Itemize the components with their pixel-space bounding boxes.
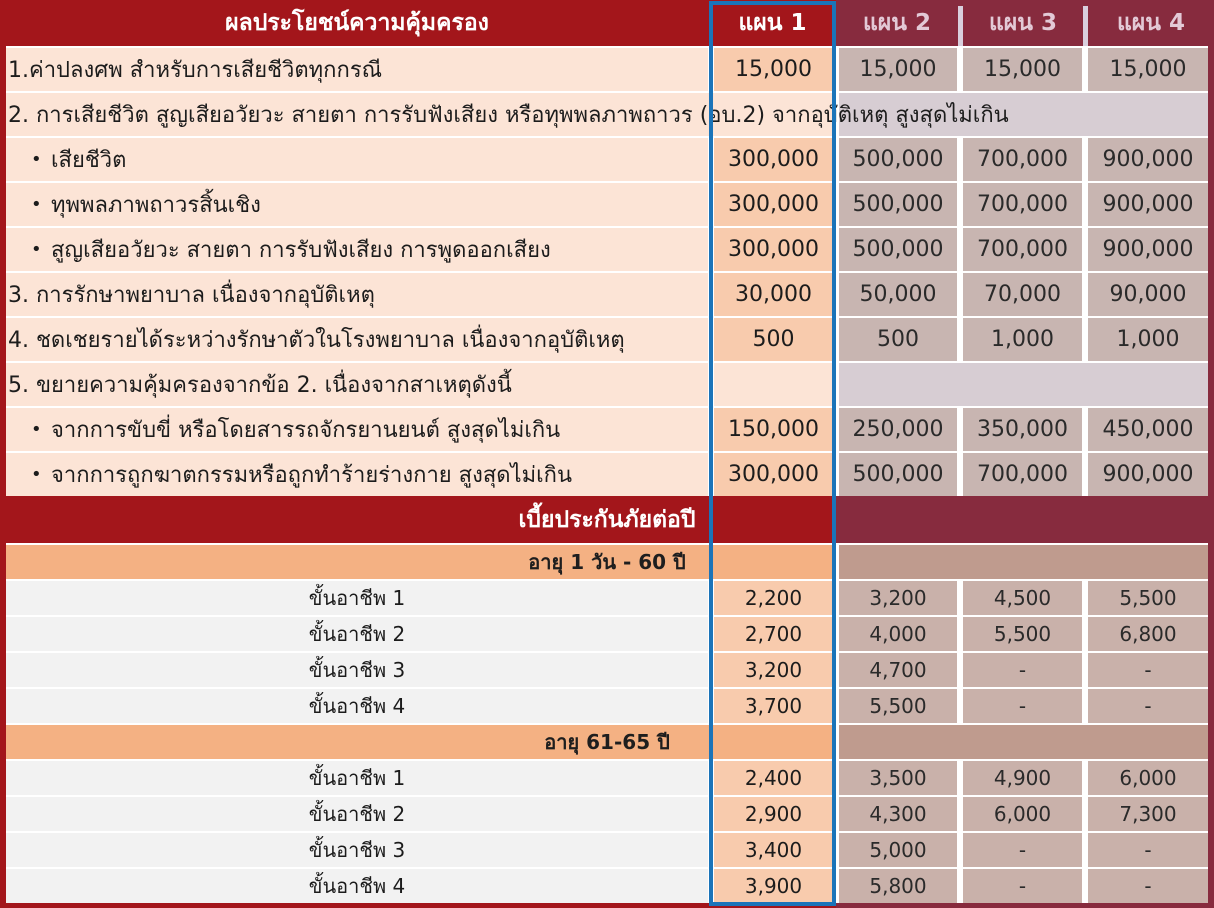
plan-2-premium: 5,000 bbox=[839, 833, 957, 867]
occupation-label: ขั้นอาชีพ 1 bbox=[6, 581, 708, 615]
plan-1-value: 30,000 bbox=[714, 273, 833, 316]
occupation-label: ขั้นอาชีพ 3 bbox=[6, 653, 708, 687]
plan-1-premium: 3,900 bbox=[714, 869, 833, 903]
plan-1-premium: 3,400 bbox=[714, 833, 833, 867]
benefit-label: จากการถูกฆาตกรรมหรือถูกทำร้ายร่างกาย สูงสุดไม่เกิน bbox=[51, 463, 573, 488]
plans-merged-empty-cell bbox=[839, 363, 1208, 406]
plan-1-value: 300,000 bbox=[714, 183, 833, 226]
plan-4-premium: 6,000 bbox=[1088, 761, 1208, 795]
plan-1-value: 300,000 bbox=[714, 453, 833, 496]
benefit-row bbox=[6, 183, 1208, 226]
plan-4-value: 15,000 bbox=[1088, 48, 1208, 91]
benefit-subitem bbox=[6, 183, 708, 226]
plan-1-header: แผน 1 bbox=[738, 10, 807, 36]
plan-3-premium: 6,000 bbox=[963, 797, 1082, 831]
plan-3-value: 15,000 bbox=[963, 48, 1082, 91]
plan-3-premium: 4,900 bbox=[963, 761, 1082, 795]
plan-4-value: 1,000 bbox=[1088, 318, 1208, 361]
plan-4-value: 900,000 bbox=[1088, 453, 1208, 496]
benefit-label: สูญเสียอวัยวะ สายตา การรับฟังเสียง การพูดออกเสียง bbox=[51, 238, 551, 263]
occupation-label: ขั้นอาชีพ 4 bbox=[6, 689, 708, 723]
benefit-subitem bbox=[6, 228, 708, 271]
benefit-row-spanning bbox=[6, 93, 1208, 136]
plan-2-value: 500,000 bbox=[839, 138, 957, 181]
plan-3-premium: - bbox=[963, 653, 1082, 687]
plan-1-empty-cell bbox=[714, 363, 833, 406]
plan-3-premium: 4,500 bbox=[963, 581, 1082, 615]
occupation-label: ขั้นอาชีพ 3 bbox=[6, 833, 708, 867]
benefit-label: 3. การรักษาพยาบาล เนื่องจากอุบัติเหตุ bbox=[6, 273, 708, 316]
plan-3-value: 700,000 bbox=[963, 138, 1082, 181]
table-header bbox=[0, 0, 1214, 46]
occupation-row bbox=[6, 797, 1208, 831]
benefit-subitem bbox=[6, 453, 708, 496]
plan-4-premium: 5,500 bbox=[1088, 581, 1208, 615]
benefit-subitem bbox=[6, 408, 708, 451]
age-group-row bbox=[6, 725, 1208, 759]
benefit-row bbox=[6, 138, 1208, 181]
plan-1-premium: 2,200 bbox=[714, 581, 833, 615]
plan-1-premium: 2,700 bbox=[714, 617, 833, 651]
premium-body bbox=[6, 543, 1208, 903]
bullet-icon: • bbox=[31, 149, 42, 170]
occupation-label: ขั้นอาชีพ 4 bbox=[6, 869, 708, 903]
occupation-row bbox=[6, 581, 1208, 615]
benefit-row bbox=[6, 408, 1208, 451]
plan-4-value: 900,000 bbox=[1088, 183, 1208, 226]
bullet-icon: • bbox=[31, 464, 42, 485]
age-group-label: อายุ 1 วัน - 60 ปี bbox=[528, 550, 686, 574]
plan-3-value: 350,000 bbox=[963, 408, 1082, 451]
plan-3-premium: - bbox=[963, 869, 1082, 903]
plan-4-premium: - bbox=[1088, 833, 1208, 867]
plan-2-premium: 4,300 bbox=[839, 797, 957, 831]
plan-2-premium: 5,800 bbox=[839, 869, 957, 903]
benefit-label: ทุพพลภาพถาวรสิ้นเชิง bbox=[51, 193, 261, 218]
benefits-column-header: ผลประโยชน์ความคุ้มครอง bbox=[225, 10, 489, 36]
benefit-row bbox=[6, 273, 1208, 316]
benefit-row bbox=[6, 228, 1208, 271]
benefit-row bbox=[6, 318, 1208, 361]
occupation-label: ขั้นอาชีพ 1 bbox=[6, 761, 708, 795]
plan-1-premium: 3,200 bbox=[714, 653, 833, 687]
plan-1-value: 300,000 bbox=[714, 138, 833, 181]
age-group-label: อายุ 61-65 ปี bbox=[544, 730, 670, 754]
bullet-icon: • bbox=[31, 419, 42, 440]
premium-section-title: เบี้ยประกันภัยต่อปี bbox=[518, 506, 696, 533]
occupation-row bbox=[6, 761, 1208, 795]
plan-3-value: 70,000 bbox=[963, 273, 1082, 316]
plan-3-value: 1,000 bbox=[963, 318, 1082, 361]
plan-4-value: 450,000 bbox=[1088, 408, 1208, 451]
plan-2-premium: 3,500 bbox=[839, 761, 957, 795]
plan-4-premium: - bbox=[1088, 653, 1208, 687]
benefit-label: 4. ชดเชยรายได้ระหว่างรักษาตัวในโรงพยาบาล เนื่องจากอุบัติเหตุ bbox=[6, 318, 708, 361]
plan-1-premium: 2,400 bbox=[714, 761, 833, 795]
plan-2-value: 500,000 bbox=[839, 453, 957, 496]
bullet-icon: • bbox=[31, 194, 42, 215]
plan-1-value: 15,000 bbox=[714, 48, 833, 91]
benefit-label: 1.ค่าปลงศพ สำหรับการเสียชีวิตทุกกรณี bbox=[6, 48, 708, 91]
plan-4-value: 900,000 bbox=[1088, 138, 1208, 181]
plan-3-premium: 5,500 bbox=[963, 617, 1082, 651]
plan-1-value: 150,000 bbox=[714, 408, 833, 451]
plan-3-value: 700,000 bbox=[963, 228, 1082, 271]
benefit-row bbox=[6, 363, 1208, 406]
occupation-row bbox=[6, 833, 1208, 867]
plan-2-value: 250,000 bbox=[839, 408, 957, 451]
plan-2-value: 50,000 bbox=[839, 273, 957, 316]
benefit-row bbox=[6, 453, 1208, 496]
plan-3-header: แผน 3 bbox=[988, 10, 1058, 36]
benefits-body bbox=[6, 46, 1208, 496]
plan-3-value: 700,000 bbox=[963, 453, 1082, 496]
occupation-row bbox=[6, 617, 1208, 651]
plan-2-value: 15,000 bbox=[839, 48, 957, 91]
plan-2-premium: 4,700 bbox=[839, 653, 957, 687]
plan-2-premium: 5,500 bbox=[839, 689, 957, 723]
benefit-label: จากการขับขี่ หรือโดยสารรถจักรยานยนต์ สูงสุดไม่เกิน bbox=[51, 418, 561, 443]
plan-4-premium: 6,800 bbox=[1088, 617, 1208, 651]
plan-2-premium: 3,200 bbox=[839, 581, 957, 615]
plan-4-premium: - bbox=[1088, 869, 1208, 903]
plan-2-value: 500,000 bbox=[839, 228, 957, 271]
occupation-label: ขั้นอาชีพ 2 bbox=[6, 617, 708, 651]
plan-2-premium: 4,000 bbox=[839, 617, 957, 651]
benefit-label: 2. การเสียชีวิต สูญเสียอวัยวะ สายตา การรับฟังเสียง หรือทุพพลภาพถาวร (อบ.2) จากอุบัติเหตุ สูงสุดไม่เกิน bbox=[8, 103, 1009, 128]
plan-1-premium: 2,900 bbox=[714, 797, 833, 831]
plan-1-value: 500 bbox=[714, 318, 833, 361]
plan-4-value: 900,000 bbox=[1088, 228, 1208, 271]
plan-4-premium: 7,300 bbox=[1088, 797, 1208, 831]
plan-1-value: 300,000 bbox=[714, 228, 833, 271]
plan-3-premium: - bbox=[963, 833, 1082, 867]
plan-4-header: แผน 4 bbox=[1116, 10, 1186, 36]
plan-1-premium: 3,700 bbox=[714, 689, 833, 723]
benefit-subitem bbox=[6, 138, 708, 181]
plan-3-value: 700,000 bbox=[963, 183, 1082, 226]
plan-2-value: 500,000 bbox=[839, 183, 957, 226]
plan-3-premium: - bbox=[963, 689, 1082, 723]
age-group-row bbox=[6, 545, 1208, 579]
occupation-row bbox=[6, 869, 1208, 903]
occupation-row bbox=[6, 689, 1208, 723]
plan-2-value: 500 bbox=[839, 318, 957, 361]
plan-4-value: 90,000 bbox=[1088, 273, 1208, 316]
bullet-icon: • bbox=[31, 239, 42, 260]
occupation-label: ขั้นอาชีพ 2 bbox=[6, 797, 708, 831]
plan-4-premium: - bbox=[1088, 689, 1208, 723]
benefit-label: เสียชีวิต bbox=[51, 148, 127, 173]
plan-2-header: แผน 2 bbox=[862, 10, 932, 36]
benefit-row bbox=[6, 48, 1208, 91]
benefit-label: 5. ขยายความคุ้มครองจากข้อ 2. เนื่องจากสาเหตุดังนี้ bbox=[6, 363, 708, 406]
occupation-row bbox=[6, 653, 1208, 687]
